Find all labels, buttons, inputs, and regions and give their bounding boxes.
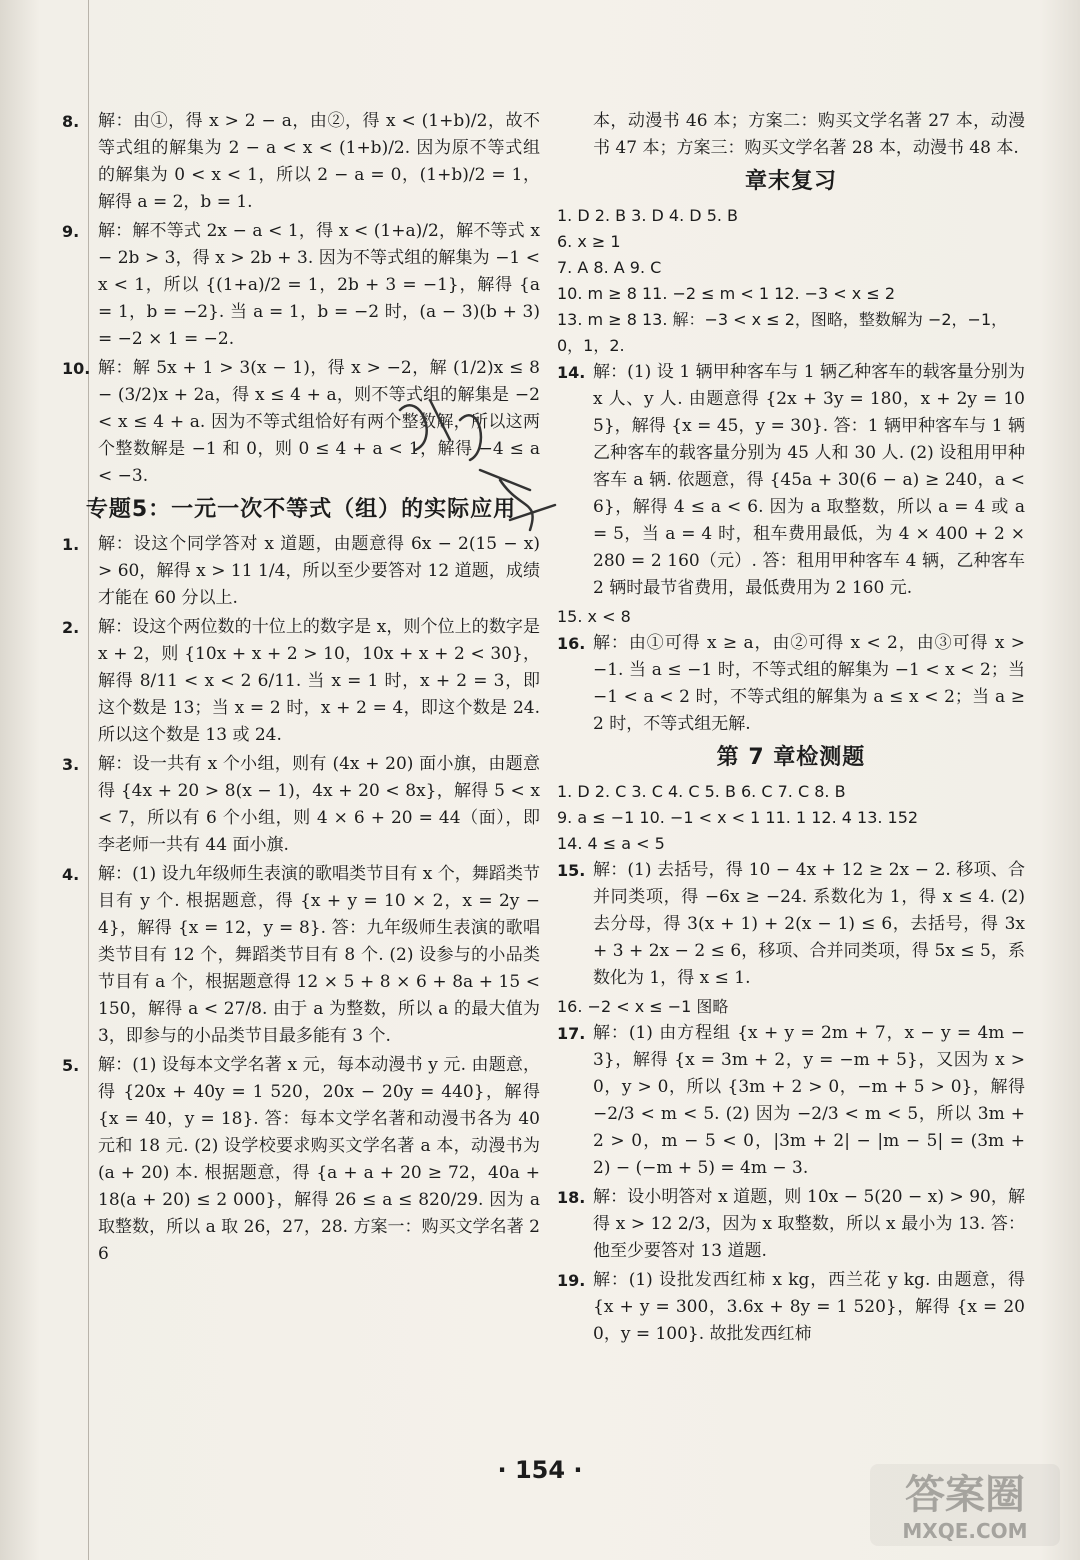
review-short-answers-1: 1. D 2. B 3. D 4. D 5. B: [557, 206, 739, 225]
item-text: 解：(1) 设每本文学名著 x 元，每本动漫书 y 元. 由题意，得 {20x + 40y = 1 520，20x − 20y = 440}，解得 {x = 40，y = 18}. 答：每本文学名著和动漫书各为 40 元和 18 元. (2) 设学校要求购买文学名著 a 本，动漫书为 (a + 20) 本. 根据题意，得 {a + a + 20 ≥ 72，40a + 18(a + 20) ≤ 2 000}，解得 26 ≤ a ≤ 820/29. 因为 a 取整数，所以 a 取 26，27，28. 方案一：购买文学名著 26: [98, 1055, 540, 1264]
review-short-answers-3: 7. A 8. A 9. C: [557, 258, 662, 277]
item-number: 14.: [557, 363, 586, 382]
topic5-answer-5: [62, 1052, 540, 1268]
watermark-logo: [870, 1464, 1060, 1546]
watermark-logo-text: 答案圈: [905, 1472, 1025, 1518]
page-number: · 154 ·: [497, 1456, 583, 1484]
item-text: 解：(1) 由方程组 {x + y = 2m + 7，x − y = 4m − 3}，解得 {x = 3m + 2，y = −m + 5}，又因为 x > 0，y > 0，所以 {3m + 2 > 0，−m + 5 > 0}，解得 −2/3 < m < 5. (2) 因为 −2/3 < m < 5，所以 3m + 2 > 0，m − 5 < 0，|3m + 2| − |m − 5| = (3m + 2) − (−m + 5) = 4m − 3.: [593, 1023, 1025, 1178]
review-answer-14: [557, 359, 1025, 602]
review-short-answers-2: 6. x ≥ 1: [557, 232, 621, 251]
test-answer-18: [557, 1184, 1025, 1265]
item-number: 8.: [62, 112, 80, 131]
section-title-chapter-review: 章末复习: [744, 169, 837, 194]
item-number: 10.: [62, 359, 91, 378]
left-column: [62, 108, 540, 1270]
review-short-answers-5: 13. m ≥ 8 13. 解：−3 < x ≤ 2，图略，整数解为 −2，−1，0，1，2.: [557, 310, 1008, 355]
item-text: 解：设一共有 x 个小组，则有 (4x + 20) 面小旗，由题意得 {4x + 20 > 8(x − 1)，4x + 20 < 8x}，解得 5 < x < 7，所以有 6 个小组，则 4 × 6 + 20 = 44（面），即李老师一共有 44 面小旗.: [98, 754, 540, 855]
item-text: 解：解 5x + 1 > 3(x − 1)，得 x > −2，解 (1/2)x ≤ 8 − (3/2)x + 2a，得 x ≤ 4 + a，则不等式组的解集是 −2 < x ≤ 4 + a. 因为不等式组恰好有两个整数解，所以这两个整数解是 −1 和 0，则 0 ≤ 4 + a < 1，解得 −4 ≤ a < −3.: [98, 358, 540, 486]
topic5-answer-3: [62, 751, 540, 859]
item-number: 17.: [557, 1024, 586, 1043]
topic5-answer-4: [62, 861, 540, 1050]
section-title-chapter7-test: 第 7 章检测题: [716, 745, 866, 770]
item-number: 5.: [62, 1056, 80, 1075]
test-answer-15: [557, 857, 1025, 992]
review-answer-16: [557, 630, 1025, 738]
item-number: 3.: [62, 755, 80, 774]
item-text: 解：由①，得 x > 2 − a，由②，得 x < (1+b)/2，故不等式组的解集为 2 − a < x < (1+b)/2. 因为原不等式组的解集为 0 < x < 1，所以 2 − a = 0，(1+b)/2 = 1，解得 a = 2，b = 1.: [98, 111, 540, 212]
right-column: [557, 108, 1025, 1350]
item-text: 解：(1) 设九年级师生表演的歌唱类节目有 x 个，舞蹈类节目有 y 个. 根据题意，得 {x + y = 10 × 2，x = 2y − 4}，解得 {x = 12，y = 8}. 答：九年级师生表演的歌唱类节目有 12 个，舞蹈类节目有 8 个. (2) 设参与的小品类节目有 a 个，根据题意得 12 × 5 + 8 × 6 + 8a + 15 < 150，解得 a < 27/8. 由于 a 为整数，所以 a 的最大值为 3，即参与的小品类节目最多能有 3 个.: [98, 864, 540, 1046]
test-answer-19: [557, 1267, 1025, 1348]
item-number: 15.: [557, 861, 586, 880]
continued-text: 本，动漫书 46 本；方案二：购买文学名著 27 本，动漫书 47 本；方案三：购买文学名著 28 本，动漫书 48 本.: [593, 111, 1025, 158]
item-text: 解：设小明答对 x 道题，则 10x − 5(20 − x) > 90，解得 x > 12 2/3，因为 x 取整数，所以 x 最小为 13. 答：他至少要答对 13 道题.: [593, 1187, 1025, 1261]
section-title-topic5: 专题5：一元一次不等式（组）的实际应用: [85, 497, 517, 522]
item-number: 18.: [557, 1188, 586, 1207]
test-short-answers-2: 9. a ≤ −1 10. −1 < x < 1 11. 1 12. 4 13. 152: [557, 808, 919, 827]
item-number: 19.: [557, 1271, 586, 1290]
item-text: 解：设这个同学答对 x 道题，由题意得 6x − 2(15 − x) > 60，解得 x > 11 1/4，所以至少要答对 12 道题，成绩才能在 60 分以上.: [98, 534, 540, 608]
item-text: 解：由①可得 x ≥ a，由②可得 x < 2，由③可得 x > −1. 当 a ≤ −1 时，不等式组的解集为 −1 < x < 2；当 −1 < a < 2 时，不等式组的解集为 a ≤ x < 2；当 a ≥ 2 时，不等式组无解.: [593, 633, 1025, 734]
item-number: 2.: [62, 618, 80, 637]
answer-9: [62, 218, 540, 353]
item-number: 9.: [62, 222, 80, 241]
test-answer-17: [557, 1020, 1025, 1182]
review-short-answers-15: 15. x < 8: [557, 607, 631, 626]
handwritten-scribble: [380, 380, 570, 550]
item-text: 解：解不等式 2x − a < 1，得 x < (1+a)/2，解不等式 x − 2b > 3，得 x > 2b + 3. 因为不等式组的解集为 −1 < x < 1，所以 {(1+a)/2 = 1，2b + 3 = −1}，解得 {a = 1，b = −2}. 当 a = 1，b = −2 时，(a − 3)(b + 3) = −2 × 1 = −2.: [98, 221, 540, 349]
test-short-answers-3: 14. 4 ≤ a < 5: [557, 834, 665, 853]
test-short-answers-1: 1. D 2. C 3. C 4. C 5. B 6. C 7. C 8. B: [557, 782, 846, 801]
answer-8: [62, 108, 540, 216]
review-short-answers-4: 10. m ≥ 8 11. −2 ≤ m < 1 12. −3 < x ≤ 2: [557, 284, 896, 303]
item-text: 解：(1) 设批发西红柿 x kg，西兰花 y kg. 由题意，得 {x + y = 300，3.6x + 8y = 1 520}，解得 {x = 200，y = 100}. 故批发西红柿: [593, 1270, 1025, 1344]
item-number: 1.: [62, 535, 80, 554]
item-text: 解：设这个两位数的十位上的数字是 x，则个位上的数字是 x + 2，则 {10x + x + 2 > 10，10x + x + 2 < 30}，解得 8/11 < x < 2 6/11. 当 x = 1 时，x + 2 = 3，即这个数是 13；当 x = 2 时，x + 2 = 4，即这个数是 24. 所以这个数是 13 或 24.: [98, 617, 540, 745]
item-text: 解：(1) 设 1 辆甲种客车与 1 辆乙种客车的载客量分别为 x 人、y 人. 由题意得 {2x + 3y = 180，x + 2y = 105}，解得 {x = 45，y = 30}. 答：1 辆甲种客车与 1 辆乙种客车的载客量分别为 45 人和 30 人. (2) 设租用甲种客车 a 辆. 依题意，得 {45a + 30(6 − a) ≥ 240，a < 6}，解得 4 ≤ a < 6. 因为 a 取整数，所以 a = 4 或 a = 5，当 a = 4 时，租车费用最低，为 4 × 400 + 2 × 280 = 2 160（元）. 答：租用甲种客车 4 辆，乙种客车 2 辆时最节省费用，最低费用为 2 160 元.: [593, 362, 1025, 598]
topic5-answer-2: [62, 614, 540, 749]
test-short-answers-16: 16. −2 < x ≤ −1 图略: [557, 997, 729, 1016]
item-number: 16.: [557, 634, 586, 653]
item-text: 解：(1) 去括号，得 10 − 4x + 12 ≥ 2x − 2. 移项、合并同类项，得 −6x ≥ −24. 系数化为 1，得 x ≤ 4. (2) 去分母，得 3(x + 1) + 2(x − 1) ≤ 6，去括号，得 3x + 3 + 2x − 2 ≤ 6，移项、合并同类项，得 5x ≤ 5，系数化为 1，得 x ≤ 1.: [593, 860, 1025, 988]
watermark-site-text: MXQE.COM: [902, 1519, 1028, 1543]
item-number: 4.: [62, 865, 80, 884]
